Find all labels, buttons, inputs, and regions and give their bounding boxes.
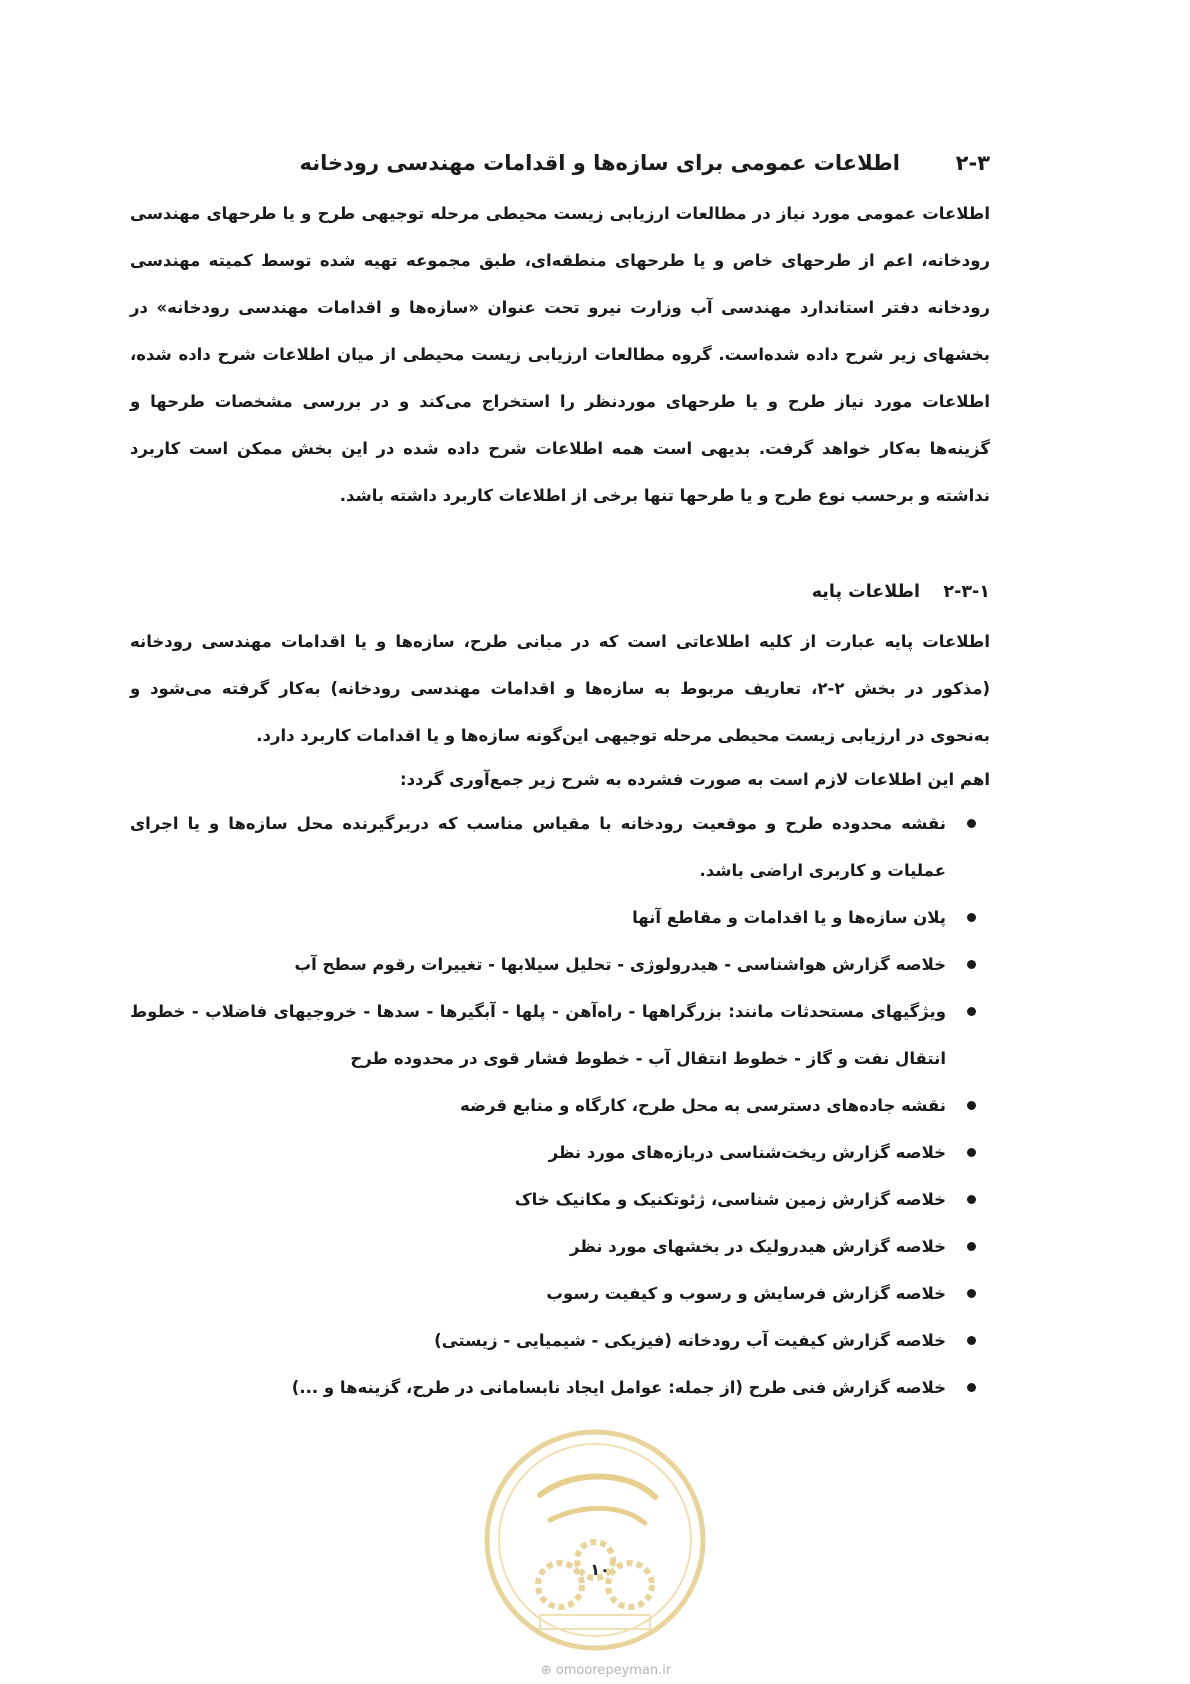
list-item xyxy=(130,800,990,894)
list-item xyxy=(130,1317,990,1364)
watermark-text: ⊕ omoorepeyman.ir xyxy=(540,1663,672,1678)
list-item-text: ویژگیهای مستحدثات مانند: بزرگراهها - راه‌آهن - پلها - آبگیرها - سدها - خروجیهای فاضلاب - خطوط انتقال نفت و گاز - خطوط انتقال آب - خطوط فشار قوی در محدوده طرح xyxy=(130,1002,946,1068)
list-item-text: خلاصه گزارش ریخت‌شناسی دربازه‌های مورد نظر xyxy=(548,1143,946,1162)
list-item-text: نقشه جاده‌های دسترسی به محل طرح، کارگاه و منابع قرضه xyxy=(460,1096,946,1115)
list-item xyxy=(130,894,990,941)
bullets-intro: اهم این اطلاعات لازم است به صورت فشرده به شرح زیر جمع‌آوری گردد: xyxy=(400,770,990,789)
bullet-icon xyxy=(967,1289,976,1298)
watermark-url: omoorepeyman.ir xyxy=(555,1663,672,1678)
list-item-text: خلاصه گزارش کیفیت آب رودخانه (فیزیکی - شیمیایی - زیستی) xyxy=(434,1331,946,1350)
bullet-icon xyxy=(967,1242,976,1251)
section-paragraph: اطلاعات عمومی مورد نیاز در مطالعات ارزیابی زیست محیطی مرحله توجیهی طرح و یا طرحهای مهندسی رودخانه، اعم از طرحهای خاص و یا طرحهای منطقه‌ای، طبق مجموعه تهیه شده توسط کمیته مهندسی رودخانه دفتر استاندارد مهندسی آب وزارت نیرو تحت عنوان «سازه‌ها و اقدامات مهندسی رودخانه» در بخشهای زیر شرح داده شده‌است. گروه مطالعات ارزیابی زیست محیطی از میان اطلاعات شرح داده شده، اطلاعات مورد نیاز طرح و یا طرحهای موردنظر را استخراج می‌کند و در بررسی مشخصات طرحها و گزینه‌ها به‌کار خواهد گرفت. بدیهی است همه اطلاعات شرح داده شده در این بخش ممکن است کاربرد نداشته و برحسب نوع طرح و یا طرحها تنها برخی از اطلاعات کاربرد داشته باشد. xyxy=(130,204,990,505)
section-heading xyxy=(190,148,990,178)
bullet-icon xyxy=(967,913,976,922)
list-item-text: پلان سازه‌ها و یا اقدامات و مقاطع آنها xyxy=(632,908,946,927)
bullet-icon xyxy=(967,819,976,828)
seal-logo-icon xyxy=(480,1425,710,1655)
list-item xyxy=(130,1270,990,1317)
bullet-list xyxy=(130,800,990,1411)
subsection-heading xyxy=(390,578,990,606)
list-item xyxy=(130,988,990,1082)
bullet-icon xyxy=(967,1336,976,1345)
bullet-icon xyxy=(967,1007,976,1016)
list-item xyxy=(130,941,990,988)
bullet-icon xyxy=(967,1101,976,1110)
list-item xyxy=(130,1364,990,1411)
list-item-text: خلاصه گزارش فنی طرح (از جمله: عوامل ایجاد نابسامانی در طرح، گزینه‌ها و ...) xyxy=(291,1378,946,1397)
list-item-text: خلاصه گزارش فرسایش و رسوب و کیفیت رسوب xyxy=(546,1284,946,1303)
list-item-text: خلاصه گزارش هواشناسی - هیدرولوژی - تحلیل سیلابها - تغییرات رقوم سطح آب xyxy=(294,955,946,974)
bullet-icon xyxy=(967,1383,976,1392)
subsection-paragraph: اطلاعات پایه عبارت از کلیه اطلاعاتی است که در مبانی طرح، سازه‌ها و یا اقدامات مهندسی رودخانه (مذکور در بخش ۲-۲، تعاریف مربوط به سازه‌ها و اقدامات مهندسی رودخانه) به‌کار گرفته می‌شود و به‌نحوی در ارزیابی زیست محیطی مرحله توجیهی این‌گونه سازه‌ها و یا اقدامات کاربرد دارد. xyxy=(130,632,991,745)
list-item xyxy=(130,1082,990,1129)
list-item-text: خلاصه گزارش زمین شناسی، ژئوتکنیک و مکانیک خاک xyxy=(514,1190,946,1209)
section-number: ۲-۳ xyxy=(955,151,990,175)
list-item-text: نقشه محدوده طرح و موقعیت رودخانه با مقیاس مناسب که دربرگیرنده محل سازه‌ها و یا اجرای عملیات و کاربری اراضی باشد. xyxy=(130,814,946,880)
list-item xyxy=(130,1129,990,1176)
bullet-icon xyxy=(967,1148,976,1157)
list-item xyxy=(130,1176,990,1223)
list-item-text: خلاصه گزارش هیدرولیک در بخشهای مورد نظر xyxy=(569,1237,946,1256)
section-title: اطلاعات عمومی برای سازه‌ها و اقدامات مهندسی رودخانه xyxy=(299,151,900,175)
subsection-number: ۲-۳-۱ xyxy=(943,582,990,602)
list-item xyxy=(130,1223,990,1270)
bullet-icon xyxy=(967,960,976,969)
subsection-title: اطلاعات پایه xyxy=(811,582,920,602)
page-number: ۱۰ xyxy=(590,1560,610,1579)
bullet-icon xyxy=(967,1195,976,1204)
